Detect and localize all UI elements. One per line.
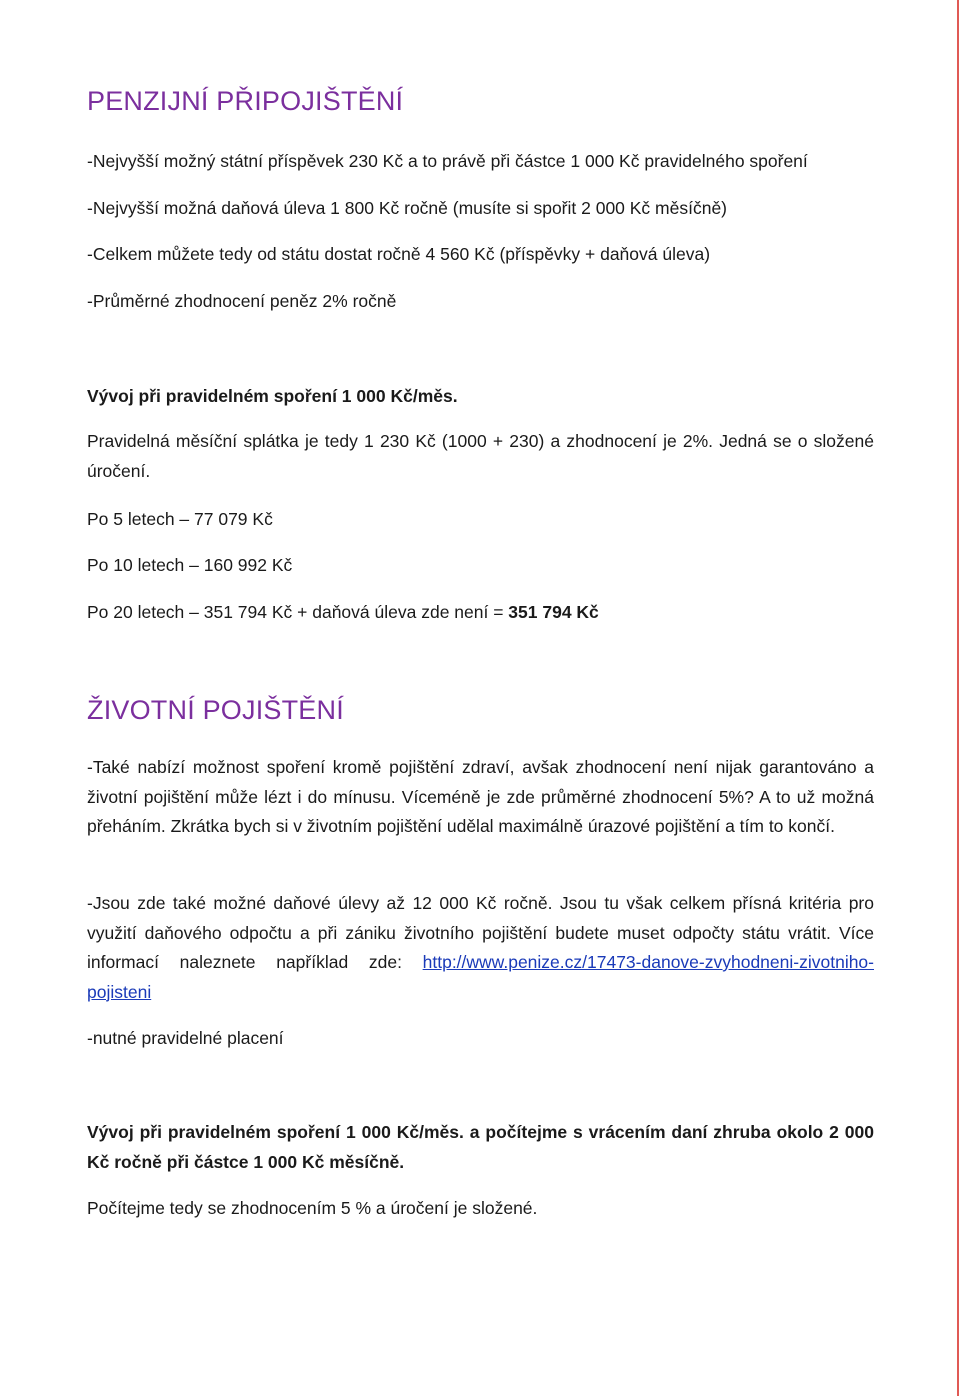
subheading-vyvoj-penzijni: Vývoj při pravidelném spoření 1 000 Kč/měs. — [87, 386, 458, 406]
result-20-let-total: 351 794 Kč — [508, 602, 599, 622]
page-border — [957, 0, 959, 1396]
bullet-danova-uleva: -Nejvyšší možná daňová úleva 1 800 Kč ročně (musíte si spořit 2 000 Kč měsíčně) — [87, 198, 728, 218]
result-5-let: Po 5 letech – 77 079 Kč — [87, 509, 273, 529]
bullet-zhodnoceni: -Průměrné zhodnocení peněz 2% ročně — [87, 291, 397, 311]
section-title-penzijni: PENZIJNÍ PŘIPOJIŠTĚNÍ — [87, 86, 404, 116]
bullet-statni-prispevek: -Nejvyšší možný státní příspěvek 230 Kč a to právě při částce 1 000 Kč pravidelného spoření — [87, 151, 808, 171]
result-20-let — [87, 600, 599, 624]
paragraph-zhodnoceni-5: Počítejme tedy se zhodnocením 5 % a úročení je složené. — [87, 1198, 538, 1218]
result-20-let-text: Po 20 letech – 351 794 Kč + daňová úleva zde není = — [87, 602, 509, 622]
paragraph-danove-ulevy — [87, 889, 874, 1007]
paragraph-nutne-placeni: -nutné pravidelné placení — [87, 1028, 284, 1048]
bullet-celkem: -Celkem můžete tedy od státu dostat ročně 4 560 Kč (příspěvky + daňová úleva) — [87, 244, 711, 264]
result-10-let: Po 10 letech – 160 992 Kč — [87, 555, 293, 575]
paragraph-zivotni-sporeni: -Také nabízí možnost spoření kromě pojištění zdraví, avšak zhodnocení není nijak garantováno a životní pojištění může lézt i do mínusu. Víceméně je zde průměrné zhodnocení 5%? A to už možná přeháním. Zkrátka bych si v životním pojištění udělal maximálně úrazové pojištění a tím to končí. — [87, 757, 874, 836]
section-title-zivotni: ŽIVOTNÍ POJIŠTĚNÍ — [87, 695, 344, 725]
subheading-vyvoj-zivotni: Vývoj při pravidelném spoření 1 000 Kč/měs. a počítejme s vrácením daní zhruba okolo 2 000 Kč ročně při částce 1 000 Kč měsíčně. — [87, 1122, 874, 1172]
paragraph-splatka: Pravidelná měsíční splátka je tedy 1 230 Kč (1000 + 230) a zhodnocení je 2%. Jedná se o složené úročení. — [87, 431, 874, 481]
penize-link[interactable]: http://www.penize.cz/17473-danove-zvyhodneni-zivotniho-pojisteni — [87, 952, 874, 1002]
paragraph-danove-ulevy-text: -Jsou zde také možné daňové úlevy až 12 000 Kč ročně. Jsou tu však celkem přísná kritéria pro využití daňového odpočtu a při zániku životního pojištění budete muset odpočty státu vrátit. Více informací naleznete například zde: — [87, 893, 874, 972]
